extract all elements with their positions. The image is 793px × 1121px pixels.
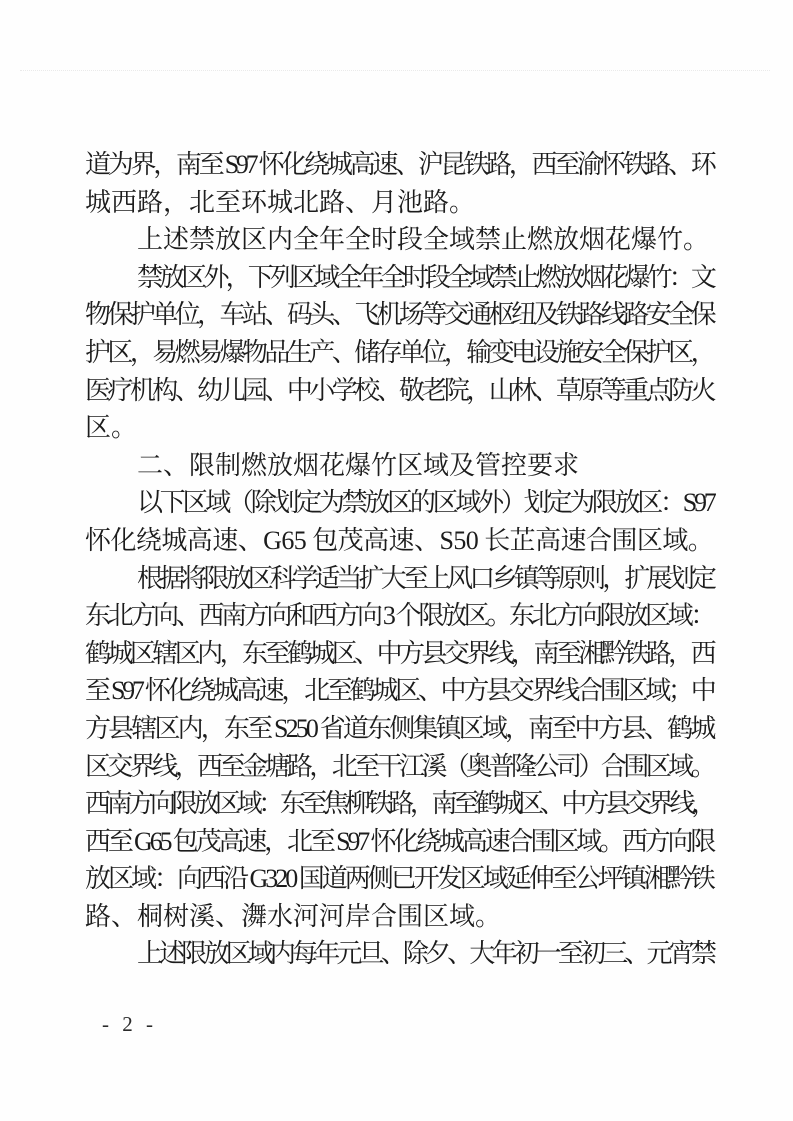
text-line: 区。 — [85, 413, 138, 443]
text-line: 根据将限放区科学适当扩大至上风口乡镇等原则，扩展划定 — [137, 563, 714, 593]
text-line: 护区，易燃易爆物品生产、储存单位，输变电设施安全保护区， — [85, 337, 714, 367]
text-line: 鹤城区辖区内，东至鹤城区、中方县交界线，南至湘黔铁路，西 — [85, 638, 714, 668]
text-line: 怀化绕城高速、G65 包茂高速、S50 长芷高速合围区域。 — [85, 525, 714, 555]
document-body — [85, 146, 713, 973]
text-line: 上述禁放区内全年全时段全域禁止燃放烟花爆竹。 — [137, 225, 710, 255]
text-line: 西至 G65 包茂高速，北至 S97 怀化绕城高速合围区域。西方向限 — [85, 826, 714, 856]
text-line: 放区域：向西沿 G320 国道两侧已开发区域延伸至公坪镇湘黔铁 — [85, 864, 713, 894]
text-line: 上述限放区域内每年元旦、除夕、大年初一至初三、元宵禁 — [137, 939, 714, 969]
text-line: 禁放区外，下列区域全年全时段全域禁止燃放烟花爆竹：文 — [137, 262, 714, 292]
text-line: 城西路，北至环城北路、月池路。 — [85, 187, 476, 217]
text-line: 东北方向、西南方向和西方向 3 个限放区。东北方向限放区域： — [85, 601, 714, 631]
text-line: 物保护单位，车站、码头、飞机场等交通枢纽及铁路线路安全保 — [85, 300, 714, 330]
text-line: 至 S97 怀化绕城高速，北至鹤城区、中方县交界线合围区域；中 — [85, 676, 714, 706]
text-line: 区交界线，西至金塘路，北至干江溪（奥普隆公司）合围区域。 — [85, 751, 714, 781]
text-line: 以下区域（除划定为禁放区的区域外）划定为限放区：S97 — [137, 488, 714, 518]
text-line: 路、桐树溪、㵲水河河岸合围区域。 — [85, 901, 502, 931]
page-number: - 2 - — [102, 1012, 157, 1036]
text-line: 道为界，南至 S97 怀化绕城高速、沪昆铁路，西至渝怀铁路、环 — [85, 150, 714, 179]
text-line: 西南方向限放区域：东至焦柳铁路，南至鹤城区、中方县交界线， — [85, 789, 714, 819]
section-heading: 二、限制燃放烟花爆竹区域及管控要求 — [137, 450, 580, 480]
text-line: 方县辖区内，东至 S250 省道东侧集镇区域，南至中方县、鹤城 — [85, 713, 714, 743]
text-line: 医疗机构、幼儿园、中小学校、敬老院，山林、草原等重点防火 — [85, 375, 714, 405]
scan-artifact — [20, 70, 770, 71]
